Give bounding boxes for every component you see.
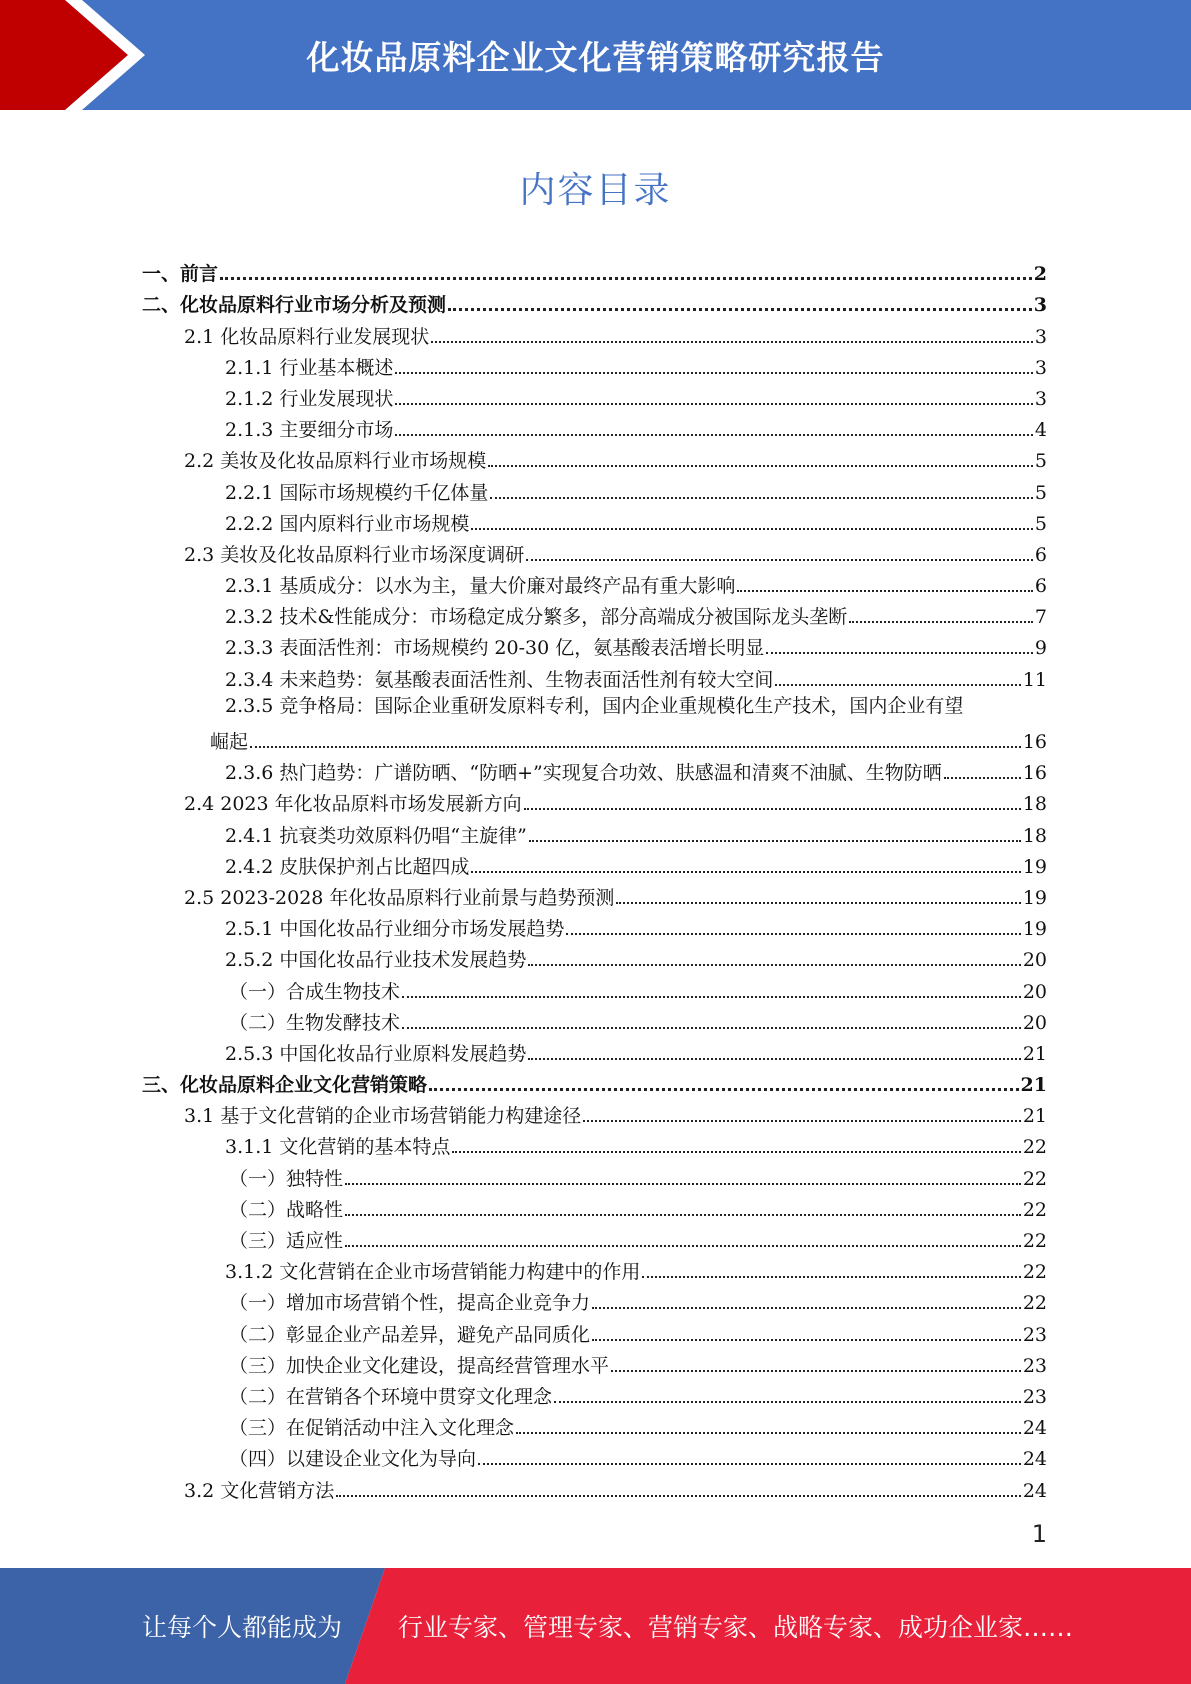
toc-entry-page: 20 bbox=[1022, 1011, 1047, 1034]
toc-entry[interactable] bbox=[142, 379, 1047, 410]
toc-entry[interactable] bbox=[142, 1003, 1047, 1034]
toc-entry-page: 18 bbox=[1022, 793, 1047, 816]
toc-entry[interactable] bbox=[142, 597, 1047, 628]
toc-entry-page: 22 bbox=[1022, 1292, 1047, 1315]
toc-entry[interactable] bbox=[142, 535, 1047, 566]
toc-entry-label: 2.2 美妆及化妆品原料行业市场规模 bbox=[184, 450, 487, 473]
toc-entry-label: 2.4.1 抗衰类功效原料仍唱“主旋律” bbox=[225, 824, 527, 847]
toc-entry-label: （一）合成生物技术 bbox=[229, 980, 401, 1003]
toc-leader-dots bbox=[431, 341, 1033, 343]
toc-entry-label: （一）增加市场营销个性，提高企业竞争力 bbox=[229, 1292, 591, 1315]
toc-leader-dots bbox=[849, 621, 1033, 623]
footer-slogan-left: 让每个人都能成为 bbox=[142, 1613, 343, 1642]
toc-entry[interactable] bbox=[142, 1190, 1047, 1221]
toc-entry-label: 2.3.5 竞争格局：国际企业重研发原料专利，国内企业重规模化生产技术，国内企业有望 bbox=[225, 694, 964, 717]
toc-leader-dots bbox=[395, 434, 1033, 436]
toc-leader-dots bbox=[592, 1307, 1021, 1309]
toc-entry-label: 2.3.1 基质成分：以水为主，量大价廉对最终产品有重大影响 bbox=[225, 575, 736, 598]
document-title: 化妆品原料企业文化营销策略研究报告 bbox=[306, 37, 885, 77]
toc-entry-page: 22 bbox=[1022, 1261, 1047, 1284]
toc-leader-dots bbox=[583, 1120, 1021, 1122]
toc-entry-page: 24 bbox=[1022, 1417, 1047, 1440]
toc-entry-page: 21 bbox=[1020, 1074, 1047, 1097]
toc-entry-page: 5 bbox=[1034, 512, 1047, 535]
toc-entry-page: 3 bbox=[1034, 387, 1047, 410]
toc-entry-page: 3 bbox=[1034, 356, 1047, 379]
toc-entry-page: 9 bbox=[1034, 637, 1047, 660]
toc-entry[interactable] bbox=[142, 1314, 1047, 1345]
toc-heading: 内容目录 bbox=[519, 170, 672, 211]
toc-leader-dots bbox=[611, 1370, 1021, 1372]
toc-entry[interactable] bbox=[142, 348, 1047, 379]
toc-entry-label: （二）在营销各个环境中贯穿文化理念 bbox=[229, 1385, 553, 1408]
toc-entry-label: 3.1.1 文化营销的基本特点 bbox=[225, 1136, 451, 1159]
toc-entry-page: 21 bbox=[1022, 1042, 1047, 1065]
toc-entry[interactable] bbox=[142, 1034, 1047, 1065]
toc-entry[interactable] bbox=[142, 1065, 1047, 1096]
toc-leader-dots bbox=[592, 1339, 1021, 1341]
toc-entry[interactable] bbox=[142, 441, 1047, 472]
toc-entry-page: 7 bbox=[1034, 606, 1047, 629]
toc-entry-page: 20 bbox=[1022, 980, 1047, 1003]
toc-entry-page: 21 bbox=[1022, 1105, 1047, 1128]
toc-entry[interactable] bbox=[142, 1158, 1047, 1189]
toc-leader-dots bbox=[526, 559, 1033, 561]
toc-entry[interactable] bbox=[142, 566, 1047, 597]
toc-entry[interactable] bbox=[142, 691, 1047, 753]
toc-entry-label: 2.5.3 中国化妆品行业原料发展趋势 bbox=[225, 1042, 527, 1065]
toc-entry-label: 2.5 2023-2028 年化妆品原料行业前景与趋势预测 bbox=[184, 886, 615, 909]
toc-leader-dots bbox=[616, 902, 1020, 904]
toc-entry-page: 24 bbox=[1022, 1448, 1047, 1471]
toc-entry-page: 16 bbox=[1022, 731, 1047, 753]
toc-entry-label: 2.3 美妆及化妆品原料行业市场深度调研 bbox=[184, 543, 525, 566]
toc-entry-page: 5 bbox=[1034, 481, 1047, 504]
toc-entry-label: 2.5.1 中国化妆品行业细分市场发展趋势 bbox=[225, 918, 565, 941]
toc-leader-dots bbox=[528, 1058, 1020, 1060]
toc-entry[interactable] bbox=[142, 940, 1047, 971]
toc-entry-page: 3 bbox=[1034, 325, 1047, 348]
header-chevron-decoration bbox=[0, 0, 160, 110]
toc-entry-label: 2.5.2 中国化妆品行业技术发展趋势 bbox=[225, 949, 527, 972]
toc-leader-dots bbox=[336, 1495, 1021, 1497]
toc-entry-page: 5 bbox=[1034, 450, 1047, 473]
toc-entry[interactable] bbox=[142, 909, 1047, 940]
toc-entry-label: 2.2.1 国际市场规模约千亿体量 bbox=[225, 481, 489, 504]
toc-leader-dots bbox=[775, 684, 1020, 686]
toc-entry-page: 6 bbox=[1034, 575, 1047, 598]
toc-entry[interactable] bbox=[142, 1377, 1047, 1408]
toc-entry[interactable] bbox=[142, 753, 1047, 784]
toc-leader-dots bbox=[524, 808, 1021, 810]
toc-entry-label: 2.4 2023 年化妆品原料市场发展新方向 bbox=[184, 793, 522, 816]
toc-entry-page: 3 bbox=[1033, 294, 1047, 317]
toc-entry[interactable] bbox=[142, 1408, 1047, 1439]
toc-entry[interactable] bbox=[142, 472, 1047, 503]
toc-entry-label-continued: 崛起 bbox=[210, 731, 249, 753]
toc-entry[interactable] bbox=[142, 410, 1047, 441]
toc-leader-dots bbox=[529, 840, 1021, 842]
toc-leader-dots bbox=[448, 308, 1032, 311]
toc-leader-dots bbox=[220, 277, 1032, 280]
toc-entry-page: 18 bbox=[1022, 824, 1047, 847]
toc-entry[interactable] bbox=[142, 1439, 1047, 1470]
toc-entry-page: 23 bbox=[1022, 1354, 1047, 1377]
toc-entry-page: 11 bbox=[1022, 668, 1047, 691]
toc-leader-dots bbox=[402, 1027, 1021, 1029]
toc-entry[interactable] bbox=[142, 1127, 1047, 1158]
toc-entry[interactable] bbox=[142, 1221, 1047, 1252]
toc-entry-label: 3.2 文化营销方法 bbox=[184, 1479, 335, 1502]
toc-entry[interactable] bbox=[142, 971, 1047, 1002]
footer-slogan-right: 行业专家、管理专家、营销专家、战略专家、成功企业家…… bbox=[398, 1613, 1074, 1642]
toc-leader-dots bbox=[345, 1214, 1021, 1216]
toc-entry-page: 6 bbox=[1034, 543, 1047, 566]
toc-entry-page: 23 bbox=[1022, 1385, 1047, 1408]
toc-entry[interactable] bbox=[142, 784, 1047, 815]
page-footer bbox=[0, 1568, 1191, 1684]
toc-entry-page: 16 bbox=[1022, 762, 1047, 785]
toc-entry-label: （四）以建设企业文化为导向 bbox=[229, 1448, 477, 1471]
toc-entry-label: 2.4.2 皮肤保护剂占比超四成 bbox=[225, 855, 470, 878]
toc-leader-dots bbox=[471, 528, 1033, 530]
toc-leader-dots bbox=[395, 372, 1033, 374]
toc-leader-dots bbox=[737, 590, 1033, 592]
toc-entry-label: 3.1 基于文化营销的企业市场营销能力构建途径 bbox=[184, 1105, 582, 1128]
toc-entry[interactable] bbox=[142, 1346, 1047, 1377]
toc-leader-dots bbox=[429, 1088, 1019, 1091]
toc-entry-label: 2.2.2 国内原料行业市场规模 bbox=[225, 512, 470, 535]
toc-entry-label: 二、化妆品原料行业市场分析及预测 bbox=[142, 294, 447, 317]
toc-entry-page: 4 bbox=[1034, 419, 1047, 442]
toc-entry[interactable] bbox=[142, 628, 1047, 659]
toc-leader-dots bbox=[478, 1463, 1021, 1465]
toc-entry[interactable] bbox=[142, 1283, 1047, 1314]
toc-entry-label: 2.3.3 表面活性剂：市场规模约 20-30 亿，氨基酸表活增长明显 bbox=[225, 637, 765, 660]
toc-entry-page: 19 bbox=[1022, 918, 1047, 941]
toc-entry-label: 3.1.2 文化营销在企业市场营销能力构建中的作用 bbox=[225, 1261, 641, 1284]
toc-leader-dots bbox=[642, 1276, 1020, 1278]
toc-entry-label: （二）生物发酵技术 bbox=[229, 1011, 401, 1034]
toc-entry-label: （三）在促销活动中注入文化理念 bbox=[229, 1417, 515, 1440]
toc-entry-page: 19 bbox=[1022, 855, 1047, 878]
toc-leader-dots bbox=[516, 1432, 1021, 1434]
toc-entry[interactable] bbox=[142, 504, 1047, 535]
toc-leader-dots bbox=[488, 465, 1033, 467]
toc-leader-dots bbox=[944, 777, 1021, 779]
toc-entry-page: 23 bbox=[1022, 1323, 1047, 1346]
toc-entry[interactable] bbox=[142, 1096, 1047, 1127]
toc-entry-label: 2.1 化妆品原料行业发展现状 bbox=[184, 325, 430, 348]
toc-entry-page: 24 bbox=[1022, 1479, 1047, 1502]
toc-entry-label: 一、前言 bbox=[142, 263, 219, 286]
toc-entry[interactable] bbox=[142, 878, 1047, 909]
toc-entry[interactable] bbox=[142, 847, 1047, 878]
toc-leader-dots bbox=[554, 1401, 1021, 1403]
toc-entry-page: 2 bbox=[1033, 263, 1047, 286]
toc-leader-dots bbox=[471, 871, 1020, 873]
table-of-contents bbox=[142, 254, 1047, 1502]
toc-entry-label: 2.1.2 行业发展现状 bbox=[225, 387, 394, 410]
toc-entry-label: 三、化妆品原料企业文化营销策略 bbox=[142, 1074, 428, 1097]
toc-entry-label: （三）加快企业文化建设，提高经营管理水平 bbox=[229, 1354, 610, 1377]
toc-leader-dots bbox=[490, 497, 1033, 499]
toc-entry-label: （二）彰显企业产品差异，避免产品同质化 bbox=[229, 1323, 591, 1346]
toc-leader-dots bbox=[452, 1151, 1020, 1153]
toc-entry-page: 20 bbox=[1022, 949, 1047, 972]
toc-entry-label: （三）适应性 bbox=[229, 1230, 344, 1253]
toc-entry-label: （二）战略性 bbox=[229, 1198, 344, 1221]
page-number: 1 bbox=[1031, 1520, 1047, 1548]
toc-entry-page: 22 bbox=[1022, 1198, 1047, 1221]
toc-entry-page: 22 bbox=[1022, 1136, 1047, 1159]
toc-leader-dots bbox=[250, 746, 1021, 748]
toc-entry-label: 2.3.4 未来趋势：氨基酸表面活性剂、生物表面活性剂有较大空间 bbox=[225, 668, 774, 691]
toc-leader-dots bbox=[395, 403, 1033, 405]
toc-entry[interactable] bbox=[142, 254, 1047, 285]
toc-entry-label: （一）独特性 bbox=[229, 1167, 344, 1190]
toc-entry[interactable] bbox=[142, 1470, 1047, 1501]
toc-entry[interactable] bbox=[142, 285, 1047, 316]
toc-leader-dots bbox=[345, 1245, 1021, 1247]
toc-entry-page: 22 bbox=[1022, 1167, 1047, 1190]
toc-entry[interactable] bbox=[142, 1252, 1047, 1283]
toc-entry-label: 2.3.2 技术&性能成分：市场稳定成分繁多，部分高端成分被国际龙头垄断 bbox=[225, 606, 848, 629]
page-header bbox=[0, 0, 1191, 110]
toc-leader-dots bbox=[402, 996, 1021, 998]
toc-leader-dots bbox=[566, 933, 1020, 935]
toc-entry-page: 19 bbox=[1022, 886, 1047, 909]
toc-leader-dots bbox=[766, 652, 1033, 654]
toc-leader-dots bbox=[345, 1183, 1021, 1185]
toc-entry[interactable] bbox=[142, 815, 1047, 846]
toc-entry-label: 2.3.6 热门趋势：广谱防晒、“防晒+”实现复合功效、肤感温和清爽不油腻、生物防晒 bbox=[225, 762, 942, 785]
toc-leader-dots bbox=[528, 964, 1020, 966]
toc-entry-label: 2.1.3 主要细分市场 bbox=[225, 419, 394, 442]
toc-entry-page: 22 bbox=[1022, 1230, 1047, 1253]
toc-entry[interactable] bbox=[142, 316, 1047, 347]
toc-entry-label: 2.1.1 行业基本概述 bbox=[225, 356, 394, 379]
toc-entry[interactable] bbox=[142, 659, 1047, 690]
